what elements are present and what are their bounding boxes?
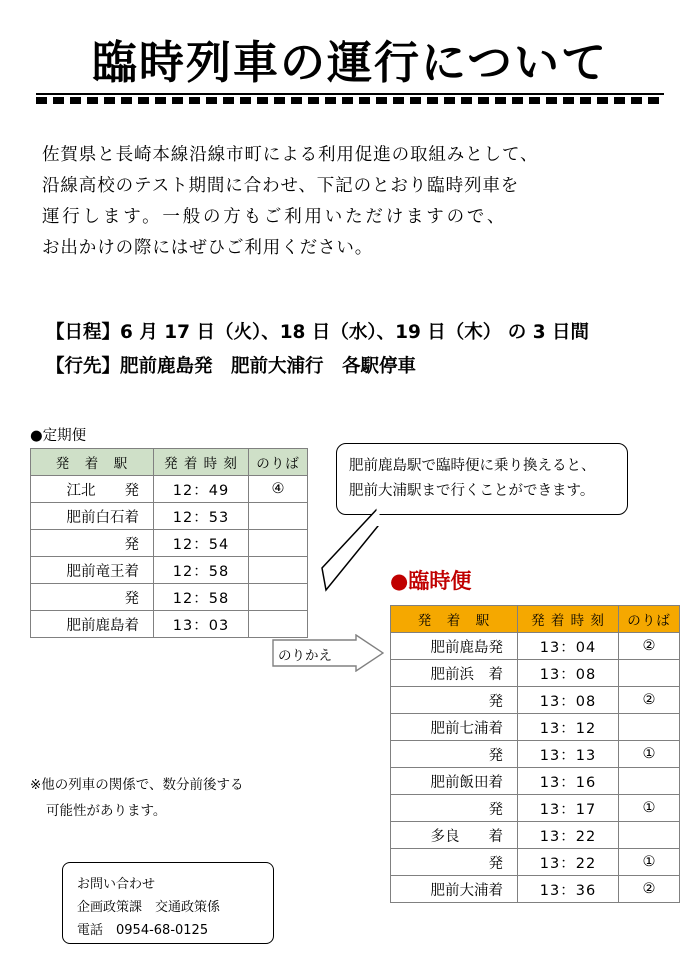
cell-station: 肥前竜王着 <box>31 557 154 584</box>
intro-line-2: 沿線高校のテスト期間に合わせ、下記のとおり臨時列車を <box>42 176 520 196</box>
table-row <box>31 476 308 503</box>
cell-time: 13：08 <box>518 660 619 687</box>
cell-time: 13：04 <box>518 633 619 660</box>
schedule-dates-line: 【日程】6 月 17 日（火）、18 日（水）、19 日（木） の 3 日間 <box>46 322 590 343</box>
footnote-line-1: ※他の列車の関係で、数分前後する <box>30 777 244 793</box>
cell-time: 13：13 <box>518 741 619 768</box>
table-row <box>31 584 308 611</box>
table-row <box>31 557 308 584</box>
title-rule-solid <box>36 93 664 95</box>
page-title: 臨時列車の運行について <box>91 36 609 89</box>
cell-platform <box>249 530 308 557</box>
cell-platform <box>619 714 680 741</box>
cell-station: 肥前大浦着 <box>391 876 518 903</box>
cell-station: 発 <box>31 584 154 611</box>
table-row <box>391 633 680 660</box>
table-header-row <box>31 449 308 476</box>
cell-time: 13：36 <box>518 876 619 903</box>
table-row <box>391 768 680 795</box>
cell-platform <box>619 660 680 687</box>
table-row <box>31 611 308 638</box>
column-header-station: 発 着 駅 <box>31 449 154 476</box>
table-row <box>31 530 308 557</box>
cell-platform <box>249 557 308 584</box>
footnote <box>30 772 244 824</box>
callout-line-2: 肥前大浦駅まで行くことができます。 <box>349 483 595 499</box>
cell-station: 肥前七浦着 <box>391 714 518 741</box>
cell-time: 13：03 <box>154 611 249 638</box>
cell-station: 肥前浜 着 <box>391 660 518 687</box>
cell-time: 12：58 <box>154 584 249 611</box>
transfer-arrow <box>272 634 384 672</box>
transfer-arrow-label: のりかえ <box>278 648 332 664</box>
regular-timetable <box>30 448 308 638</box>
cell-platform <box>249 503 308 530</box>
cell-time: 13：22 <box>518 849 619 876</box>
intro-line-4: お出かけの際にはぜひご利用ください。 <box>42 238 374 258</box>
cell-station: 発 <box>31 530 154 557</box>
special-service-heading: ●臨時便 <box>390 569 472 593</box>
transfer-callout <box>336 443 628 515</box>
footnote-line-2: 可能性があります。 <box>46 803 167 819</box>
regular-service-heading: ●定期便 <box>30 428 87 444</box>
cell-platform: ② <box>619 633 680 660</box>
table-row <box>391 660 680 687</box>
contact-heading: お問い合わせ <box>77 877 156 892</box>
intro-paragraph <box>42 140 658 264</box>
table-row <box>391 849 680 876</box>
column-header-time: 発 着 時 刻 <box>518 606 619 633</box>
intro-line-1: 佐賀県と長崎本線沿線市町による利用促進の取組みとして、 <box>42 145 539 165</box>
cell-platform: ④ <box>249 476 308 503</box>
table-row <box>391 687 680 714</box>
contact-phone: 電話 0954-68-0125 <box>77 923 209 938</box>
column-header-platform: のりば <box>619 606 680 633</box>
column-header-station: 発 着 駅 <box>391 606 518 633</box>
title-rule-dashes <box>36 97 664 104</box>
cell-station: 肥前白石着 <box>31 503 154 530</box>
contact-box <box>62 862 274 944</box>
title-underline-rule <box>36 93 664 104</box>
cell-station: 肥前飯田着 <box>391 768 518 795</box>
cell-station: 江北 発 <box>31 476 154 503</box>
cell-station: 肥前鹿島着 <box>31 611 154 638</box>
cell-time: 12：49 <box>154 476 249 503</box>
table-row <box>391 822 680 849</box>
cell-station: 発 <box>391 687 518 714</box>
cell-platform: ① <box>619 849 680 876</box>
contact-department: 企画政策課 交通政策係 <box>77 900 221 915</box>
table-row <box>391 741 680 768</box>
cell-platform <box>619 822 680 849</box>
table-row <box>391 876 680 903</box>
cell-platform: ① <box>619 741 680 768</box>
callout-tail-icon <box>320 508 380 592</box>
table-header-row <box>391 606 680 633</box>
table-row <box>391 714 680 741</box>
cell-station: 多良 着 <box>391 822 518 849</box>
cell-station: 発 <box>391 849 518 876</box>
cell-platform <box>249 584 308 611</box>
cell-station: 発 <box>391 741 518 768</box>
cell-time: 13：17 <box>518 795 619 822</box>
cell-platform: ① <box>619 795 680 822</box>
table-row <box>391 795 680 822</box>
cell-platform <box>619 768 680 795</box>
cell-time: 13：08 <box>518 687 619 714</box>
cell-station: 肥前鹿島発 <box>391 633 518 660</box>
cell-time: 12：54 <box>154 530 249 557</box>
column-header-time: 発 着 時 刻 <box>154 449 249 476</box>
cell-time: 13：22 <box>518 822 619 849</box>
column-header-platform: のりば <box>249 449 308 476</box>
cell-platform: ② <box>619 687 680 714</box>
cell-time: 12：58 <box>154 557 249 584</box>
cell-station: 発 <box>391 795 518 822</box>
schedule-destination-line: 【行先】肥前鹿島発 肥前大浦行 各駅停車 <box>46 356 417 377</box>
cell-time: 13：12 <box>518 714 619 741</box>
table-row <box>31 503 308 530</box>
special-timetable <box>390 605 680 903</box>
cell-time: 13：16 <box>518 768 619 795</box>
cell-time: 12：53 <box>154 503 249 530</box>
callout-line-1: 肥前鹿島駅で臨時便に乗り換えると、 <box>349 458 596 474</box>
intro-line-3: 運行します。一般の方もご利用いただけますので、 <box>42 207 508 227</box>
cell-platform: ② <box>619 876 680 903</box>
